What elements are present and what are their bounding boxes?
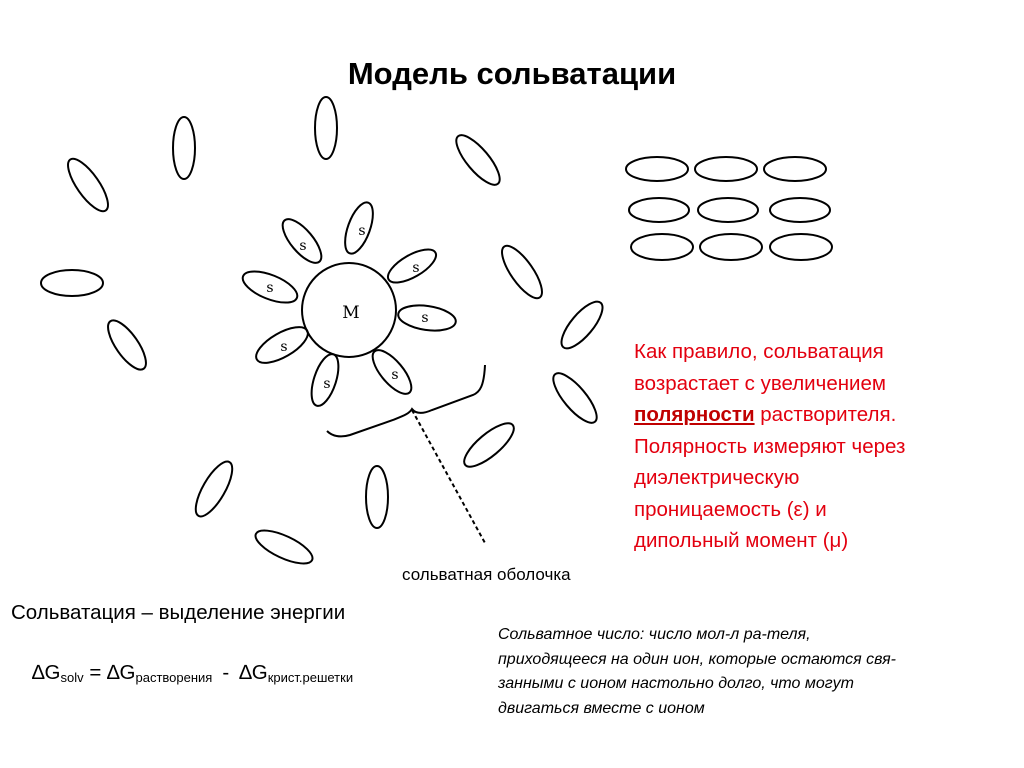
lattice-solvent-molecule xyxy=(626,157,688,181)
definition-line: двигаться вместе с ионом xyxy=(498,699,705,717)
energy-heading: Сольватация – выделение энергии xyxy=(11,601,346,624)
solvation-number-definition xyxy=(498,623,968,721)
free-solvent-molecule xyxy=(366,466,388,528)
lattice-solvent-molecule xyxy=(629,198,689,222)
free-solvent-molecule xyxy=(251,524,316,570)
note-line xyxy=(634,399,1014,431)
equals-sign: = xyxy=(83,661,107,684)
energy-formula xyxy=(32,661,353,685)
delta-symbol: ∆ xyxy=(32,661,45,684)
free-solvent-molecule xyxy=(547,367,604,429)
free-solvent-molecule xyxy=(315,97,337,159)
solvent-s-label: s xyxy=(266,280,274,296)
free-solvent-molecule xyxy=(61,153,115,216)
note-line: проницаемость (ε) и xyxy=(634,497,827,521)
gibbs-symbol: G xyxy=(119,661,136,684)
polarity-emphasis: полярности xyxy=(634,403,755,426)
dissolution-subscript: растворения xyxy=(135,670,213,685)
shell-pointer-line xyxy=(412,410,485,543)
lattice-solvent-molecule xyxy=(770,198,830,222)
solv-subscript: solv xyxy=(60,670,84,685)
note-line: диэлектрическую xyxy=(634,466,800,489)
solvent-s-label: s xyxy=(391,367,399,383)
solvent-s-label: s xyxy=(412,260,420,276)
free-solvent-molecule xyxy=(555,296,609,355)
delta-symbol: ∆ xyxy=(107,661,120,684)
gibbs-symbol: G xyxy=(251,661,268,684)
free-solvent-molecule xyxy=(189,457,239,522)
slide-title: Модель сольватации xyxy=(347,56,677,91)
solvent-s-label: s xyxy=(280,339,288,355)
note-line: дипольный момент (μ) xyxy=(634,529,849,552)
free-solvent-molecule xyxy=(41,270,103,296)
definition-line: Сольватное число: число мол-л ра-теля, xyxy=(498,626,811,643)
lattice-solvent-molecule xyxy=(764,157,826,181)
solvent-s-label: s xyxy=(299,238,307,254)
note-line: возрастает с увеличением xyxy=(634,371,886,395)
free-solvent-molecule xyxy=(173,117,195,179)
solvent-s-label: s xyxy=(323,376,331,392)
solvation-shell-label: сольватная оболочка xyxy=(402,565,571,584)
note-line-rest: растворителя. xyxy=(754,403,897,426)
minus-sign: - xyxy=(222,661,230,684)
central-ion-label: M xyxy=(342,303,360,323)
shell-brace xyxy=(327,365,485,436)
free-solvent-molecule xyxy=(495,240,549,303)
definition-line: занными с ионом настольно долго, что могут xyxy=(498,675,854,692)
lattice-solvent-molecule xyxy=(770,234,832,260)
lattice-solvent-molecule xyxy=(698,198,758,222)
free-solvent-molecule xyxy=(450,129,507,191)
polarity-note xyxy=(634,336,1014,557)
solvent-s-label: s xyxy=(421,310,429,326)
gibbs-symbol: G xyxy=(44,661,61,684)
lattice-solvent-molecule xyxy=(695,157,757,181)
lattice-solvent-molecule xyxy=(631,234,693,260)
free-solvent-molecule xyxy=(101,315,152,375)
note-line: Как правило, сольватация xyxy=(634,340,884,363)
definition-line: приходящееся на один ион, которые остаются свя- xyxy=(498,650,896,668)
lattice-solvent-molecule xyxy=(700,234,762,260)
free-solvent-molecule xyxy=(458,417,520,474)
lattice-subscript: крист.решетки xyxy=(267,670,354,685)
delta-symbol: ∆ xyxy=(239,661,252,684)
note-line: Полярность измеряют через xyxy=(634,434,906,458)
solvent-s-label: s xyxy=(358,223,366,239)
